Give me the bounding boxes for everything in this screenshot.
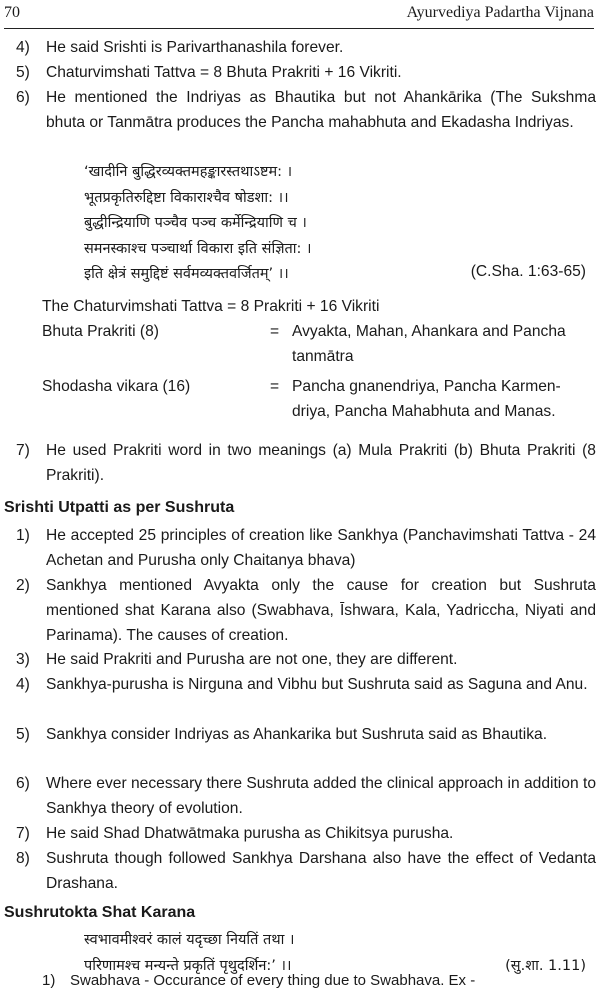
row-value: = Avyakta, Mahan, Ahankara and Pancha tanmātra	[270, 323, 566, 365]
verse-reference: (C.Sha. 1:63-65)	[470, 263, 586, 280]
list-item: 7) He used Prakriti word in two meanings (a) Mula Prakriti (b) Bhuta Prakriti (8 Prakriti).	[16, 442, 596, 484]
list-item: 6) Where ever necessary there Sushruta added the clinical approach in addition to Sankhya theory of evolution.	[16, 775, 596, 817]
list-item: 3) He said Prakriti and Purusha are not one, they are different.	[16, 651, 458, 668]
row-label: Bhuta Prakriti (8)	[42, 323, 159, 340]
verse-reference: (सु.शा. 1.11)	[505, 958, 586, 974]
table-header: The Chaturvimshati Tattva = 8 Prakriti + 16 Vikriti	[42, 298, 380, 315]
list-item: 7) He said Shad Dhatwātmaka purusha as Chikitsya purusha.	[16, 825, 454, 842]
running-title: Ayurvediya Padartha Vijnana	[406, 4, 594, 21]
row-value: = Pancha gnanendriya, Pancha Karmen- driya, Pancha Mahabhuta and Manas.	[270, 378, 561, 420]
running-header	[4, 2, 594, 29]
page-number: 70	[4, 4, 20, 21]
list-item: 4) Sankhya-purusha is Nirguna and Vibhu but Sushruta said as Saguna and Anu.	[16, 676, 588, 693]
list-item: 5) Sankhya consider Indriyas as Ahankarika but Sushruta said as Bhautika.	[16, 726, 548, 743]
list-item: 1) He accepted 25 principles of creation like Sankhya (Panchavimshati Tattva - 24 Achetan and Purusha only Chaitanya bhava)	[16, 527, 596, 569]
section-heading: Sushrutokta Shat Karana	[4, 904, 196, 921]
list-item: 5) Chaturvimshati Tattva = 8 Bhuta Prakriti + 16 Vikriti.	[16, 64, 402, 81]
section-heading: Srishti Utpatti as per Sushruta	[4, 499, 235, 516]
list-item: 6) He mentioned the Indriyas as Bhautika but not Ahankārika (The Sukshma bhuta or Tanmātra produces the Pancha mahabhuta and Ekadasha Indriyas.	[16, 89, 596, 131]
list-item: 8) Sushruta though followed Sankhya Darshana also have the effect of Vedanta Drashana.	[16, 850, 596, 892]
sanskrit-verse: स्वभावमीश्वरं कालं यदृच्छा नियतिं तथा । परिणामश्च मन्यन्ते प्रकृतिं पृथुदर्शिन:’ ।।	[84, 932, 295, 974]
list-item: 4) He said Srishti is Parivarthanashila forever.	[16, 39, 344, 56]
sanskrit-verse: ‘खादीनि बुद्धिरव्यक्तमहङ्कारस्तथाऽष्टम: । भूतप्रकृतिरुद्दिष्टा विकाराश्चैव षोडशा: ।। बुद्धीन्द्रियाणि पञ्चैव पञ्च कर्मेन्द्रियाणि च । समनस्काश्च पञ्चार्था विकारा इति संज्ञिता: । इति क्षेत्रं समुद्दिष्टं सर्वमव्यक्तवर्जितम्’ ।।	[84, 164, 312, 283]
list-item: 1) Swabhava - Occurance of every thing due to Swabhava. Ex -	[42, 972, 476, 989]
tattva-table	[42, 295, 598, 425]
row-label: Shodasha vikara (16)	[42, 378, 191, 395]
list-item: 2) Sankhya mentioned Avyakta only the cause for creation but Sushruta mentioned shat Karana also (Swabhava, Īshwara, Kala, Yadriccha, Niyati and Parinama). The causes of creation.	[16, 577, 596, 644]
